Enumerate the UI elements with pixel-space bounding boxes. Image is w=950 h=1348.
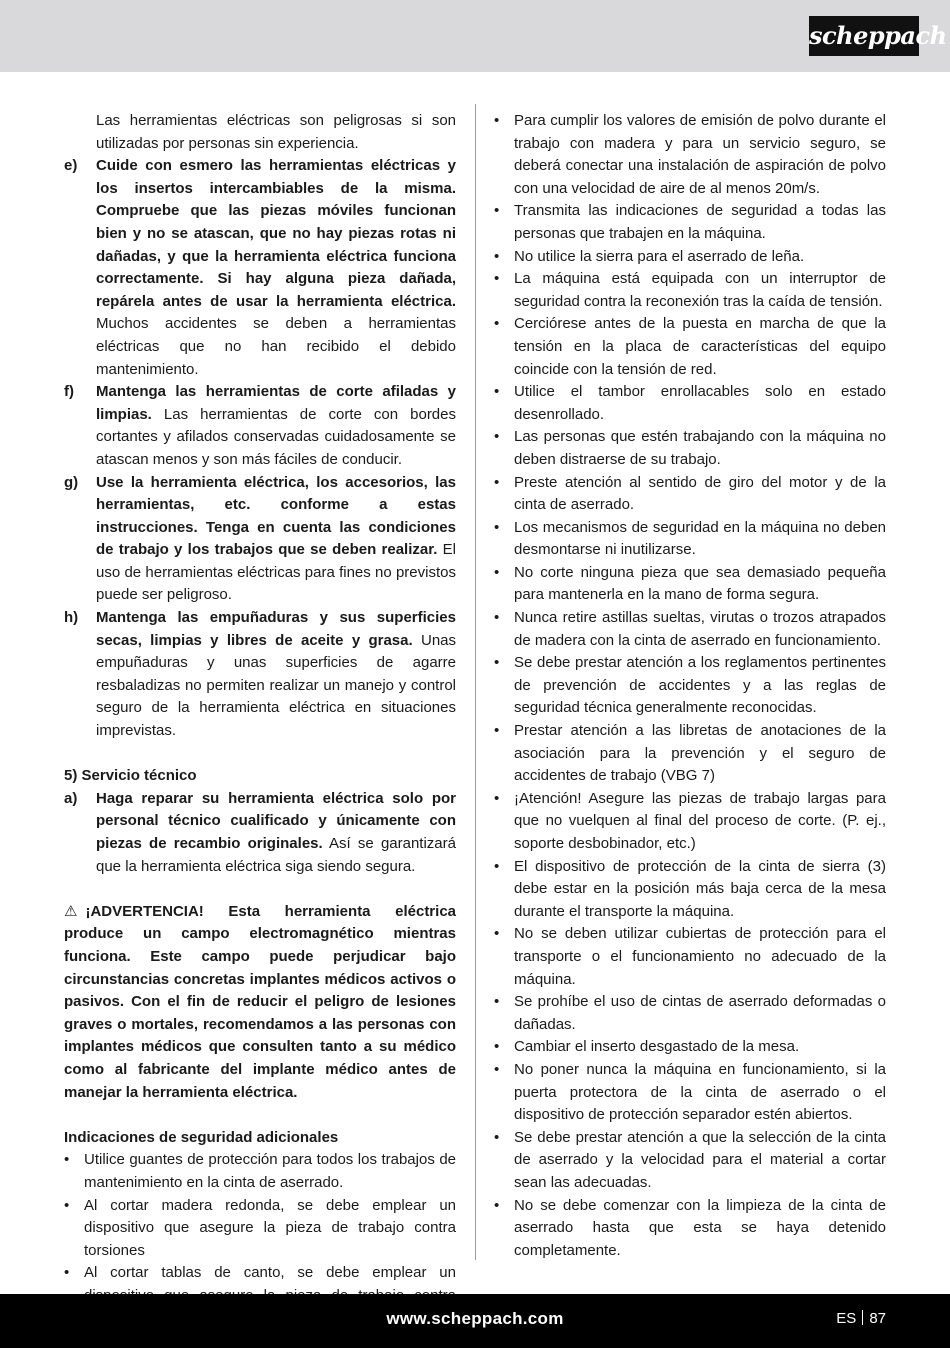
list-item: • No utilice la sierra para el aserrado de leña.	[494, 247, 805, 265]
list-item: • Transmita las indicaciones de seguridad a todas las personas que trabajen en la máquina.	[494, 202, 886, 242]
instruction-h	[64, 607, 456, 743]
right-column	[494, 110, 886, 1262]
list-item: • Se prohíbe el uso de cintas de aserrado deformadas o dañadas.	[494, 993, 886, 1033]
item-label: e)	[64, 157, 78, 175]
page-separator	[862, 1310, 863, 1325]
warning-text: ¡ADVERTENCIA! Esta herramienta eléctrica produce un campo electromagnético mientras funciona. Este campo puede perjudicar bajo circunstancias concretas implantes médicos activos o pasivos. Con el fin de reducir el peligro de lesiones graves o mortales, recomendamos a las personas con implantes médicos que consulten tanto a su médico como al fabricante del implante médico antes de manejar la herramienta eléctrica.	[64, 902, 456, 1101]
item-bold-text: Mantenga las empuñaduras y sus superficies secas, limpias y libres de aceite y grasa.	[96, 609, 456, 649]
item-label: f)	[64, 383, 74, 401]
website-link[interactable]: www.scheppach.com	[386, 1309, 564, 1328]
list-item: • Utilice guantes de protección para todos los trabajos de mantenimiento en la cinta de aserrado.	[64, 1151, 456, 1191]
column-divider	[475, 104, 476, 1260]
electromagnetic-warning	[64, 901, 456, 1104]
footer	[0, 1294, 950, 1348]
left-column	[64, 110, 456, 1330]
list-item: • Prestar atención a las libretas de anotaciones de la asociación para la prevención y el seguro de accidentes de trabajo (VBG 7)	[494, 722, 886, 785]
right-safety-list	[494, 110, 886, 1262]
list-item: • Nunca retire astillas sueltas, virutas o trozos atrapados de madera con la cinta de aserrado en funcionamiento.	[494, 609, 886, 649]
item-bold-text: Haga reparar su herramienta eléctrica solo por personal técnico cualificado y únicamente con piezas de recambio originales.	[96, 789, 456, 852]
warning-icon: ⚠	[64, 902, 78, 920]
list-item: • Las personas que estén trabajando con la máquina no deben distraerse de su trabajo.	[494, 428, 886, 468]
list-item: • Al cortar madera redonda, se debe emplear un dispositivo que asegure la pieza de trabajo contra torsiones	[64, 1196, 456, 1259]
list-item: • No corte ninguna pieza que sea demasiado pequeña para mantenerla en la mano de forma segura.	[494, 563, 886, 604]
page-number: 87	[869, 1310, 886, 1327]
page-indicator	[836, 1310, 886, 1327]
list-item: • Preste atención al sentido de giro del motor y de la cinta de aserrado.	[494, 473, 886, 514]
list-item: • ¡Atención! Asegure las piezas de trabajo largas para que no vuelquen al final del proceso de corte. (P. ej., soporte desbobinador, etc.)	[494, 789, 886, 852]
list-item: • Cerciórese antes de la puesta en marcha de que la tensión en la placa de características del equipo coincide con la tensión de red.	[494, 315, 886, 378]
item-label: g)	[64, 473, 79, 491]
list-item: • Cambiar el inserto desgastado de la mesa.	[494, 1038, 800, 1056]
scheppach-logo: scheppach	[809, 16, 919, 56]
additional-safety-heading: Indicaciones de seguridad adicionales	[64, 1128, 339, 1146]
item-text: Las herramientas de corte con bordes cortantes y afilados conservadas cuidadosamente se atascan menos y son más fáciles de conducir.	[96, 405, 456, 468]
item-label: a)	[64, 789, 78, 807]
item-text: Unas empuñaduras y unas superficies de agarre resbaladizas no permiten realizar un manejo y control seguro de la herramienta eléctrica en situaciones imprevistas.	[96, 631, 456, 740]
list-item: • No poner nunca la máquina en funcionamiento, si la puerta protectora de la cinta de aserrado o el dispositivo de protección separador estén abiertos.	[494, 1060, 886, 1124]
instruction-e	[64, 155, 456, 381]
item-bold-text: Cuide con esmero las herramientas eléctricas y los insertos intercambiables de la misma. Compruebe que las piezas móviles funcionan bien y no se atascan, que no hay piezas rotas ni dañadas, y que la herramienta eléctrica funciona correctamente. Si hay alguna pieza dañada, repárela antes de usar la herramienta eléctrica.	[96, 157, 456, 310]
intro-text: Las herramientas eléctricas son peligrosas si son utilizadas por personas sin experiencia.	[96, 112, 456, 152]
list-item: • El dispositivo de protección de la cinta de sierra (3) debe estar en la posición más baja cerca de la mesa durante el transporte la máquina.	[494, 857, 886, 920]
item-text: El uso de herramientas eléctricas para fines no previstos puede ser peligroso.	[96, 541, 456, 604]
header-band	[0, 0, 950, 72]
item-bold-text: Mantenga las herramientas de corte afiladas y limpias.	[96, 383, 456, 423]
list-item: • Al cortar tablas de canto, se debe emplear un	[64, 1264, 456, 1282]
instruction-f	[64, 381, 456, 471]
item-bold-text: Use la herramienta eléctrica, los accesorios, las herramientas, etc. conforme a estas instrucciones. Tenga en cuenta las condiciones de trabajo y los trabajos que se deben realizar.	[96, 473, 456, 559]
service-instruction-a	[64, 788, 456, 878]
list-item: • No se debe comenzar con la limpieza de la cinta de aserrado hasta que esta se haya detenido completamente.	[494, 1196, 886, 1259]
item-text: Así se garantizará que la herramienta eléctrica siga siendo segura.	[96, 835, 456, 875]
item-label: h)	[64, 609, 79, 627]
service-heading: 5) Servicio técnico	[64, 767, 197, 785]
list-item: • La máquina está equipada con un interruptor de seguridad contra la reconexión tras la caída de tensión.	[494, 270, 886, 310]
list-item: • Utilice el tambor enrollacables solo en estado desenrollado.	[494, 383, 886, 423]
list-item: • Se debe prestar atención a que la selección de la cinta de aserrado y la velocidad para el material a cortar sean las adecuadas.	[494, 1128, 886, 1191]
instruction-g	[64, 472, 456, 608]
item-text: Muchos accidentes se deben a herramientas eléctricas que no han recibido el debido mantenimiento.	[96, 315, 456, 378]
list-item: • Los mecanismos de seguridad en la máquina no deben desmontarse ni inutilizarse.	[494, 518, 886, 559]
list-item: • Para cumplir los valores de emisión de polvo durante el trabajo con madera y para un servicio seguro, se deberá conectar una instalación de aspiración de polvo con una velocidad de aire de al menos 20m/s.	[494, 112, 886, 197]
language-code: ES	[836, 1310, 857, 1327]
list-item: • Se debe prestar atención a los reglamentos pertinentes de prevención de accidentes y a las reglas de seguridad técnica generalmente reconocidas.	[494, 654, 886, 717]
list-item: • No se deben utilizar cubiertas de protección para el transporte o el funcionamiento no adecuado de la máquina.	[494, 925, 886, 988]
